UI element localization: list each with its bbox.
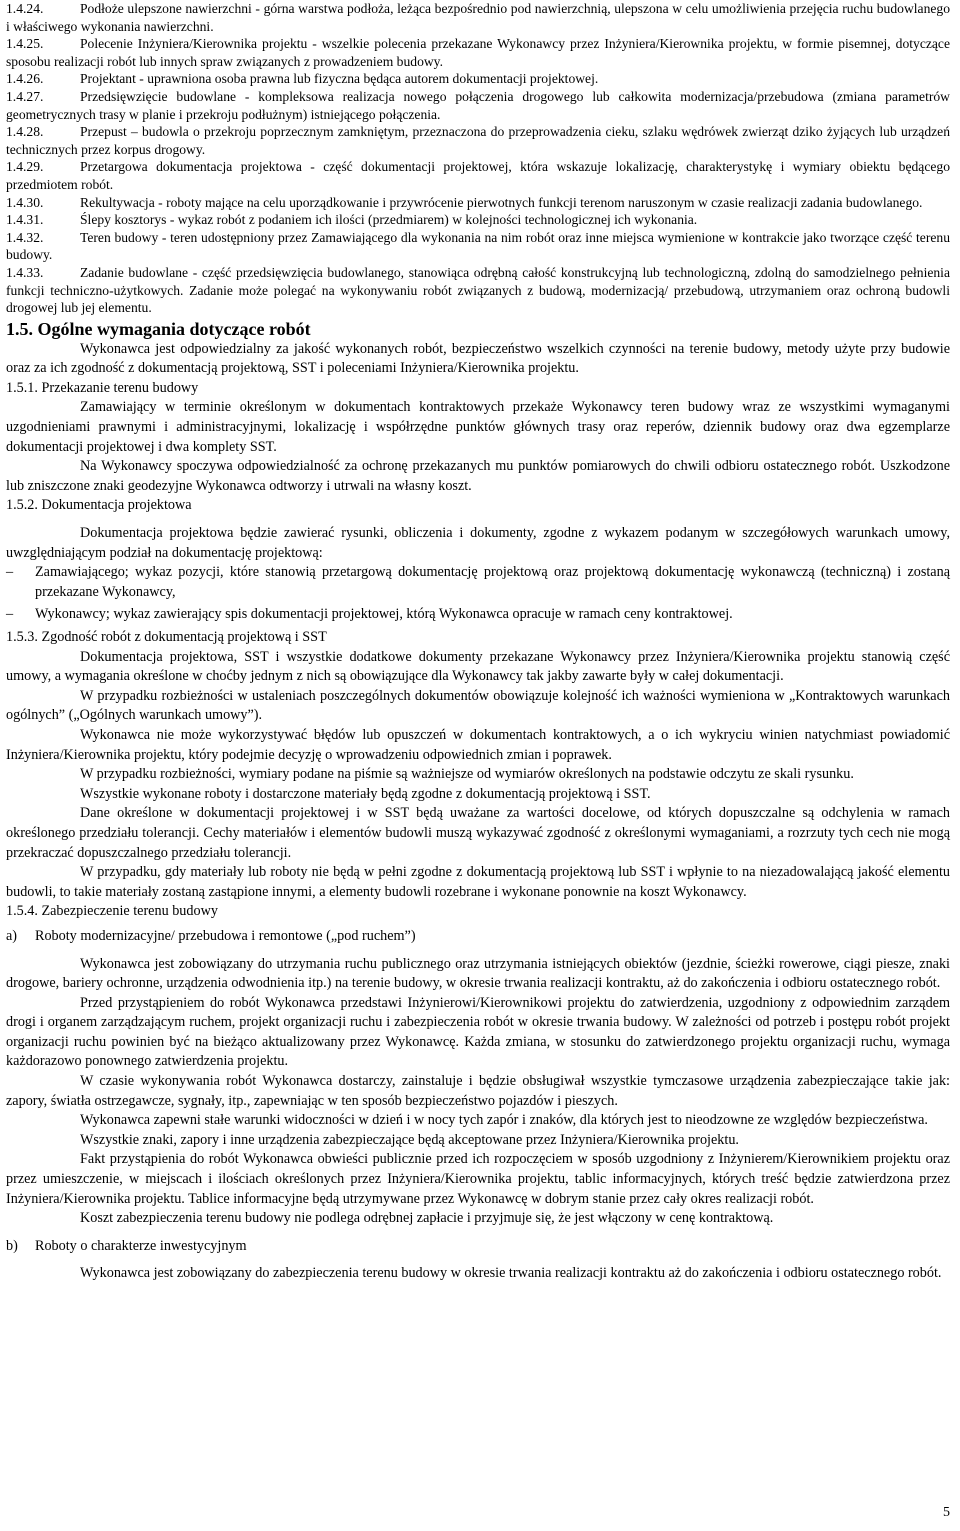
definition-text: Podłoże ulepszone nawierzchni - górna warstwa podłoża, leżąca bezpośrednio pod nawierzchnią, ulepszona w celu umożliwienia przejęcia ruchu budowlanego i właściwego wykonania nawierzchni. [6,1,950,34]
list-item [0,563,960,602]
paragraph: W przypadku rozbieżności, wymiary podane na piśmie są ważniejsze od wymiarów określonych na podstawie odczytu ze skali rysunku. [80,766,854,783]
paragraph: Wszystkie znaki, zapory i inne urządzenia zabezpieczające będą akceptowane przez Inżyniera/Kierownika projektu. [80,1131,739,1148]
section-intro: Wykonawca jest odpowiedzialny za jakość wykonanych robót, bezpieczeństwo wszelkich czynności na terenie budowy, metody użyte przy budowie oraz za ich zgodność z dokumentacją projektową, SST i poleceniami Inżyniera/Kierownika projektu. [6,340,950,377]
definition-text: Przepust – budowla o przekroju poprzecznym zamkniętym, przeznaczona do przeprowadzenia cieku, szlaku wędrówek zwierząt dziko żyjących lub urządzeń technicznych przez korpus drogowy. [6,124,950,157]
definition-item [0,158,960,193]
definition-number: 1.4.28. [6,124,44,140]
paragraph: Przed przystąpieniem do robót Wykonawca przedstawi Inżynierowi/Kierownikowi projektu do zatwierdzenia, uzgodniony z odpowiednim zarządem drogi i organem zarządzającym ruchem, projekt organizacji ruchu i zabezpieczenia robót w okresie trwania budowy. W zależności od potrzeb i postępu robót projekt organizacji ruchu powinien być na bieżąco aktualizowany przez Wykonawcę. Każda zmiana, w stosunku do zatwierdzonego projektu organizacji ruchu, wymaga każdorazowo ponownego zatwierdzenia projektu. [6,994,950,1070]
definition-number: 1.4.31. [6,212,44,228]
paragraph: Na Wykonawcy spoczywa odpowiedzialność za ochronę przekazanych mu punktów pomiarowych do chwili odbioru ostatecznego robót. Uszkodzone lub zniszczone znaki geodezyjne Wykonawca odtworzy i utrwali na własny koszt. [6,458,950,494]
definition-text: Zadanie budowlane - część przedsięwzięcia budowlanego, stanowiąca odrębną całość konstrukcyjną lub technologiczną, zdolną do samodzielnego pełnienia funkcji techniczno-użytkowych. Zadanie może polegać na wykonywaniu robót związanych z budową, modernizacją/ przebudową, utrzymaniem oraz ochroną budowli drogowej lub jej elementu. [6,264,950,316]
paragraph: W przypadku rozbieżności w ustaleniach poszczególnych dokumentów obowiązuje kolejność ich ważności wymieniona w „Kontraktowych warunkach ogólnych” („Ogólnych warunkach umowy”). [6,687,950,724]
page-number: 5 [943,1505,950,1520]
paragraph: Dokumentacja projektowa, SST i wszystkie dodatkowe dokumenty przekazane Wykonawcy przez Inżyniera/Kierownika projektu stanowią część umowy, a wymagania określone w choćby jednym z nich są obowiązujące dla Wykonawcy tak jakby zawarte były w całej dokumentacji. [6,648,950,685]
paragraph: W czasie wykonywania robót Wykonawca dostarczy, zainstaluje i będzie obsługiwał wszystkie tymczasowe urządzenia zabezpieczające takie jak: zapory, światła ostrzegawcze, sygnały, itp., zapewniając w ten sposób bezpieczeństwo pojazdów i pieszych. [6,1073,950,1109]
definition-text: Ślepy kosztorys - wykaz robót z podaniem ich ilości (przedmiarem) w kolejności technologicznej ich wykonania. [80,212,698,228]
definition-number: 1.4.32. [6,229,44,245]
list-marker: a) [6,927,18,944]
list-heading-text: Roboty modernizacyjne/ przebudowa i remontowe („pod ruchem”) [35,927,416,944]
definition-item [0,70,960,88]
definition-number: 1.4.24. [6,1,44,16]
paragraph: Wykonawca nie może wykorzystywać błędów lub opuszczeń w dokumentach kontraktowych, a o ich wykryciu winien natychmiast powiadomić Inżyniera/Kierownika projektu, który podejmie decyzję o wprowadzeniu odpowiednich zmian i poprawek. [6,726,950,763]
definition-item [0,35,960,70]
definition-text: Rekultywacja - roboty mające na celu uporządkowanie i przywrócenie pierwotnych funkcji terenom naruszonym w czasie realizacji zadania budowlanego. [80,194,923,210]
subsection-title-1-5-1: 1.5.1. Przekazanie terenu budowy [6,379,199,396]
definition-text: Przedsięwzięcie budowlane - kompleksowa realizacja nowego połączenia drogowego lub całkowita modernizacja/przebudowa (zmiana parametrów geometrycznych trasy w planie i przekroju podłużnym) istniejącego połączenia. [6,88,950,122]
subsection-title-1-5-3: 1.5.3. Zgodność robót z dokumentacją projektową i SST [6,629,327,645]
definition-item [0,264,960,317]
subsection-title-1-5-4: 1.5.4. Zabezpieczenie terenu budowy [6,903,218,920]
definition-item [0,123,960,158]
definition-number: 1.4.25. [6,36,44,52]
paragraph: W przypadku, gdy materiały lub roboty nie będą w pełni zgodne z dokumentacją projektową lub SST i wpłynie to na niezadowalającą jakość elementu budowli, to takie materiały zostaną zastąpione innymi, a elementy budowli rozebrane i wykonane ponownie na koszt Wykonawcy. [6,864,950,900]
dash-marker: – [6,606,14,623]
definition-item [0,0,960,35]
list-heading-b [0,1237,960,1257]
definition-text: Projektant - uprawniona osoba prawna lub fizyczna będąca autorem dokumentacji projektowej. [80,71,599,87]
paragraph: Wszystkie wykonane roboty i dostarczone materiały będą zgodne z dokumentacją projektową i SST. [80,785,651,802]
definition-item [0,211,960,229]
list-marker: b) [6,1237,18,1254]
list-item-text: Wykonawcy; wykaz zawierający spis dokumentacji projektowej, którą Wykonawca opracuje w ramach ceny kontraktowej. [35,606,733,623]
paragraph: Dane określone w dokumentacji projektowej i w SST będą uważane za wartości docelowe, od których dopuszczalne są odchylenia w ramach określonego przedziału tolerancji. Cechy materiałów i elementów budowli muszą wykazywać zgodność z określonymi wymaganiami, a rozrzuty tych cech nie mogą przekraczać dopuszczalnego przedziału tolerancji. [6,805,950,861]
definition-number: 1.4.27. [6,88,44,104]
definition-item [0,194,960,212]
definition-number: 1.4.30. [6,194,44,210]
definition-text: Przetargowa dokumentacja projektowa - część dokumentacji projektowej, która wskazuje lokalizację, charakterystykę i wymiary obiektu będącego przedmiotem robót. [6,159,950,192]
definition-number: 1.4.26. [6,71,44,87]
paragraph: Wykonawca zapewni stałe warunki widoczności w dzień i w nocy tych zapór i znaków, dla których jest to nieodzowne ze względów bezpieczeństwa. [80,1112,928,1129]
list-heading-text: Roboty o charakterze inwestycyjnym [35,1237,247,1254]
paragraph: Koszt zabezpieczenia terenu budowy nie podlega odrębnej zapłacie i przyjmuje się, że jest włączony w cenę kontraktową. [80,1210,774,1227]
paragraph: Wykonawca jest zobowiązany do zabezpieczenia terenu budowy w okresie trwania realizacji kontraktu aż do zakończenia i odbioru ostatecznego robót. [80,1265,942,1282]
definition-item [0,88,960,123]
subsection-title-1-5-2: 1.5.2. Dokumentacja projektowa [6,497,192,514]
definition-number: 1.4.33. [6,264,44,280]
section-heading: 1.5. Ogólne wymagania dotyczące robót [6,318,311,339]
paragraph: Fakt przystąpienia do robót Wykonawca obwieści publicznie przed ich rozpoczęciem w sposób uzgodniony z Inżynierem/Kierownikiem projektu oraz przez umieszczenie, w miejscach i ilościach określonych przez Inżyniera/Kierownika projektu, tablic informacyjnych, których treść będzie zatwierdzona przez Inżyniera/Kierownika projektu. Tablice informacyjne będą utrzymywane przez Wykonawcę w dobrym stanie przez cały okres realizacji robót. [6,1151,950,1207]
paragraph: Zamawiający w terminie określonym w dokumentach kontraktowych przekaże Wykonawcy teren budowy wraz ze wszystkimi wymaganymi uzgodnieniami prawnymi i administracyjnymi, lokalizację i współrzędne punktów głównych trasy oraz reperów, dziennik budowy oraz dwa egzemplarze dokumentacji projektowej i dwa komplety SST. [6,399,950,455]
paragraph: Wykonawca jest zobowiązany do utrzymania ruchu publicznego oraz utrzymania istniejących obiektów (jezdnie, ścieżki rowerowe, ciągi piesze, znaki drogowe, bariery ochronne, urządzenia odwodnienia itp.) na terenie budowy, w okresie trwania realizacji kontraktu, aż do zakończenia i odbioru ostatecznego robót. [6,955,950,992]
definition-number: 1.4.29. [6,159,44,175]
definition-text: Teren budowy - teren udostępniony przez Zamawiającego dla wykonania na nim robót oraz inne miejsca wymienione w kontrakcie jako tworzące część terenu budowy. [6,229,950,263]
list-item-text: Zamawiającego; wykaz pozycji, które stanowią przetargową dokumentację projektową oraz projektową dokumentację wykonawczą (techniczną) i zostaną przekazane Wykonawcy, [35,564,950,600]
dash-marker: – [6,564,14,581]
definition-text: Polecenie Inżyniera/Kierownika projektu - wszelkie polecenia przekazane Wykonawcy przez Inżyniera/Kierownika projektu, w formie pisemnej, dotyczące sposobu realizacji robót lub innych spraw związanych z prowadzeniem budowy. [6,36,950,69]
definition-item [0,229,960,264]
definitions-list [0,0,960,317]
paragraph: Dokumentacja projektowa będzie zawierać rysunki, obliczenia i dokumenty, zgodne z wykazem podanym w szczegółowych warunkach umowy, uwzględniającym podział na dokumentację projektową: [6,525,950,561]
list-heading-a [0,927,960,947]
section-body [0,340,960,1284]
list-item [0,605,960,625]
